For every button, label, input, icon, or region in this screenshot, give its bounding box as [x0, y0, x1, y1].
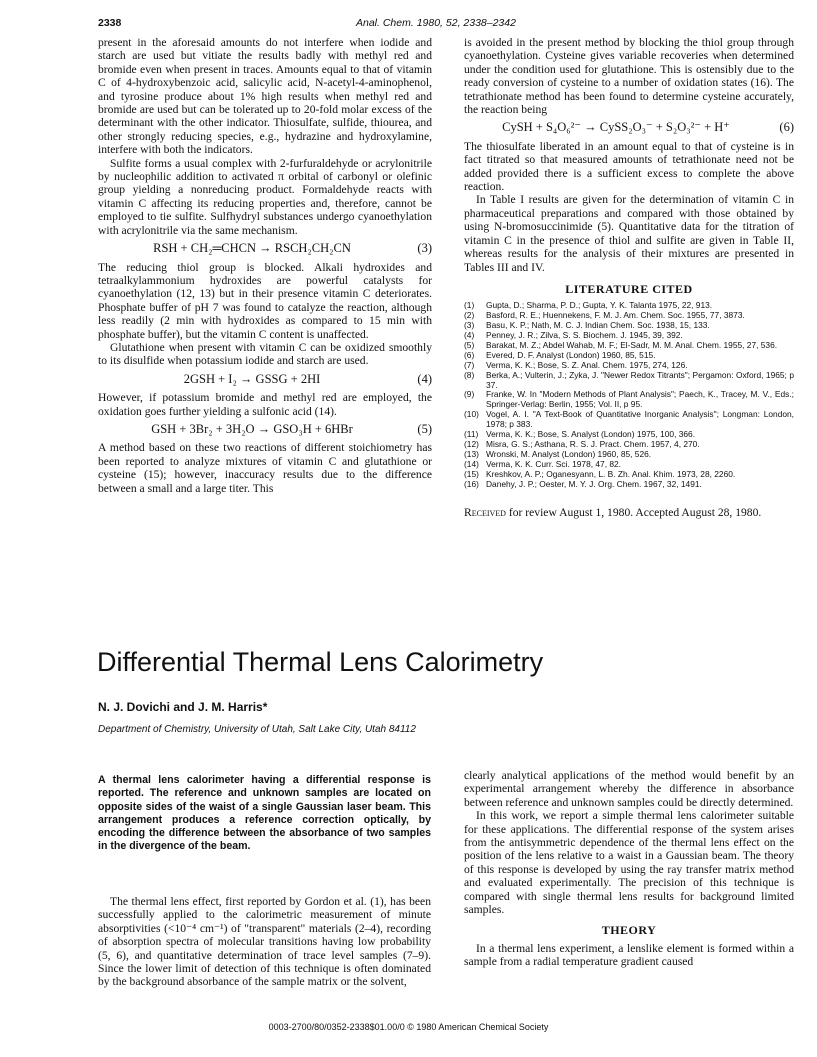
- paragraph: clearly analytical applications of the method would benefit by an experimental arrangement whereby the difference in absorbance between reference and unknown samples could be directly determined.: [464, 769, 794, 809]
- reference-number: (8): [464, 369, 475, 380]
- article-right-body: [464, 769, 794, 969]
- reference-text: Basu, K. P.; Nath, M. C. J. Indian Chem. Soc. 1938, 15, 133.: [486, 320, 710, 331]
- paragraph: However, if potassium bromide and methyl red are employed, the oxidation goes further yielding a sulfonic acid (14).: [98, 391, 432, 418]
- article-left-body: [98, 895, 431, 989]
- equation-4: [98, 373, 432, 386]
- equation-6: [464, 121, 794, 134]
- paragraph: Glutathione when present with vitamin C can be oxidized smoothly to its disulfide when potassium iodide and starch are used.: [98, 340, 432, 368]
- reference-item: [464, 480, 794, 490]
- reference-number: (2): [464, 310, 475, 321]
- copyright-footer: 0003-2700/80/0352-2338$01.00/0 © 1980 American Chemical Society: [268, 1022, 549, 1032]
- right-column: [464, 36, 794, 519]
- reference-item: [464, 410, 794, 430]
- reference-text: Verma, K. K.; Bose, S. Z. Anal. Chem. 1975, 274, 126.: [486, 359, 688, 370]
- reference-text: Evered, D. F. Analyst (London) 1960, 85, 515.: [486, 349, 656, 360]
- reference-number: (4): [464, 330, 475, 341]
- reference-number: (14): [464, 458, 479, 469]
- reference-list: [464, 301, 794, 489]
- reference-text: Berka, A.; Vulterin, J.; Zyka, J. "Newer Redox Titrants"; Pergamon: Oxford, 1965; p 37.: [486, 369, 794, 390]
- equation-formula: CySH + S₄O₆²⁻ → CySS₂O₃⁻ + S₂O₃²⁻ + H⁺: [502, 120, 730, 135]
- equation-5: [98, 423, 432, 436]
- theory-heading: THEORY: [601, 923, 657, 938]
- paragraph: In this work, we report a simple thermal lens calorimeter suitable for these applications. The differential response of the system arises from the antisymmetric dependence of the thermal lens effect on the position of the lens relative to a waist in a Gaussian beam. The theory of this response is developed by using the ray transfer matrix method and evaluated experimentally. The precision of this technique is compared with single thermal lens results for background limited samples.: [464, 809, 794, 917]
- paragraph: The thiosulfate liberated in an amount equal to that of cysteine is in fact titrated so that measured amounts of tetrathionate need not be added provided there is a sufficient excess to complete the above reaction.: [464, 139, 794, 194]
- reference-item: [464, 390, 794, 410]
- reference-number: (5): [464, 339, 475, 350]
- paragraph: is avoided in the present method by blocking the thiol group through cyanoethylation. Cysteine gives variable recoveries when determined under the condition used for glutathione. This is ostensibly due to the ready conversion of cysteine to a number of oxidation states (16). The tetrathionate method has been found to determine cysteine accurately, the reaction being: [464, 36, 794, 117]
- reference-text: Kreshkov, A. P.; Oganesyann, L. B. Zh. Anal. Khim. 1973, 28, 2260.: [486, 468, 736, 479]
- reference-text: Gupta, D.; Sharma, P. D.; Gupta, Y. K. Talanta 1975, 22, 913.: [486, 300, 713, 311]
- paragraph: In a thermal lens experiment, a lenslike element is formed within a sample from a radial temperature gradient caused: [464, 941, 794, 969]
- reference-text: Penney, J. R.; Zilva, S. S. Biochem. J. 1945, 39, 392.: [486, 330, 683, 341]
- reference-number: (11): [464, 429, 479, 440]
- paragraph: The thermal lens effect, first reported by Gordon et al. (1), has been successfully applied to the calorimetric measurement of minute absorptivities (<10⁻⁴ cm⁻¹) of "transparent" materials (2–4), recording of absorption spectra of molecular transitions having low probability (5, 6), and quantitative determination of trace level samples (7–9). Since the lower limit of detection of this technique is often dominated by the background absorbance of the sample matrix or the solvent,: [98, 895, 431, 989]
- reference-number: (7): [464, 359, 475, 370]
- paragraph: Sulfite forms a usual complex with 2-furfuraldehyde or acrylonitrile by nucleophilic addition to activated π orbital of carbonyl or olefinic group yielding a nonreducing product. Formaldehyde reacts with vitamin C affecting its reducing properties and, therefore, cannot be employed to tie sulfite. Sulfhydryl substances undergo cyanoethylation with acrylonitrile via the same mechanism.: [98, 156, 432, 237]
- received-text: for review August 1, 1980. Accepted August 28, 1980.: [505, 505, 762, 519]
- reference-number: (3): [464, 320, 475, 331]
- paragraph: present in the aforesaid amounts do not interfere when iodide and starch are used but vitiate the results badly with methyl red and bromide even when present in traces. Amounts equal to that of vitamin C of 4-hydroxybenzoic acid, salicylic acid, N-acetyl-4-aminophenol, and tyrosine produce about 1% high results when methyl red and bromide are used but can be tolerated up to 20-fold molar excess of the determinant with the other indicator. Thiosulfate, sulfide, thiourea, and other strongly reducing species, e.g., hydrazine and hydroxylamine, interfere with both the indicators.: [98, 36, 432, 157]
- reference-text: Franke, W. In "Modern Methods of Plant Analysis"; Paech, K., Tracey, M. V., Eds.; Springer-Verlag: Berlin, 1955; Vol. II, p 95.: [486, 389, 794, 410]
- reference-number: (15): [464, 468, 479, 479]
- article-affiliation: Department of Chemistry, University of Utah, Salt Lake City, Utah 84112: [98, 724, 416, 735]
- equation-number: (6): [779, 120, 794, 135]
- reference-text: Barakat, M. Z.; Abdel Wahab, M. F.; El-Sadr, M. M. Anal. Chem. 1955, 27, 536.: [486, 339, 778, 350]
- reference-text: Verma, K. K. Curr. Sci. 1978, 47, 82.: [486, 458, 621, 469]
- journal-citation: Anal. Chem. 1980, 52, 2338–2342: [356, 17, 516, 29]
- reference-number: (1): [464, 300, 475, 311]
- literature-cited-heading: LITERATURE CITED: [565, 281, 693, 296]
- equation-formula: RSH + CH₂═CHCN → RSCH₂CH₂CN: [153, 241, 351, 256]
- reference-text: Misra, G. S.; Asthana, R. S. J. Pract. Chem. 1957, 4, 270.: [486, 439, 700, 449]
- received-label: Received: [464, 505, 506, 519]
- reference-number: (9): [464, 389, 475, 400]
- reference-text: Wronski, M. Analyst (London) 1960, 85, 526.: [486, 448, 652, 459]
- article-authors: N. J. Dovichi and J. M. Harris*: [98, 700, 268, 714]
- article-abstract: A thermal lens calorimeter having a differential response is reported. The reference and unknown samples are located on opposite sides of the waist of a single Gaussian laser beam. This arrangement produces a reference correction optically, by encoding the difference between the absorbance of two samples in the divergence of the beam.: [98, 774, 431, 853]
- paragraph: The reducing thiol group is blocked. Alkali hydroxides and tetraalkylammonium hydroxides are powerful catalysts for cyanoethylation (12, 13) but in their presence vitamin C deteriorates. Phosphate buffer of pH 7 was found to catalyze the reaction, although less readily (2 min with hydroxides as compared to 15 min with phosphate buffer), but the vitamin C content is unaffected.: [98, 260, 432, 341]
- equation-formula: GSH + 3Br₂ + 3H₂O → GSO₃H + 6HBr: [151, 421, 353, 436]
- reference-text: Verma, K. K.; Bose, S. Analyst (London) 1975, 100, 366.: [486, 429, 696, 440]
- equation-number: (4): [417, 371, 432, 386]
- received-note: [464, 506, 794, 519]
- reference-item: [464, 371, 794, 391]
- paragraph: A method based on these two reactions of different stoichiometry has been reported to analyze mixtures of vitamin C and glutathione or cysteine (15); however, inaccuracy results due to the difference between a small and a large titer. This: [98, 441, 432, 495]
- article-title: Differential Thermal Lens Calorimetry: [97, 647, 544, 677]
- equation-3: [98, 242, 432, 255]
- reference-number: (12): [464, 439, 479, 449]
- reference-text: Basford, R. E.; Huennekens, F. M. J. Am. Chem. Soc. 1955, 77, 3873.: [486, 310, 745, 321]
- reference-text: Danehy, J. P.; Oester, M. Y. J. Org. Chem. 1967, 32, 1491.: [486, 478, 702, 489]
- equation-formula: 2GSH + I₂ → GSSG + 2HI: [183, 371, 321, 386]
- equation-number: (3): [417, 241, 432, 256]
- page-number: 2338: [98, 17, 122, 29]
- reference-number: (6): [464, 349, 475, 360]
- reference-number: (13): [464, 448, 479, 459]
- reference-number: (16): [464, 478, 479, 489]
- equation-number: (5): [417, 421, 432, 436]
- reference-text: Vogel, A. I. "A Text-Book of Quantitative Inorganic Analysis"; Longman: London, 1978; p 383.: [486, 409, 794, 430]
- paragraph: In Table I results are given for the determination of vitamin C in pharmaceutical preparations and compared with those obtained by using N-bromosuccinimide (5). Quantitative data for the titration of vitamin C in the presence of thiol and sulfite are given in Table II, whereas results for the analysis of their mixtures are presented in Tables III and IV.: [464, 193, 794, 274]
- reference-number: (10): [464, 409, 479, 420]
- left-column: [98, 36, 432, 495]
